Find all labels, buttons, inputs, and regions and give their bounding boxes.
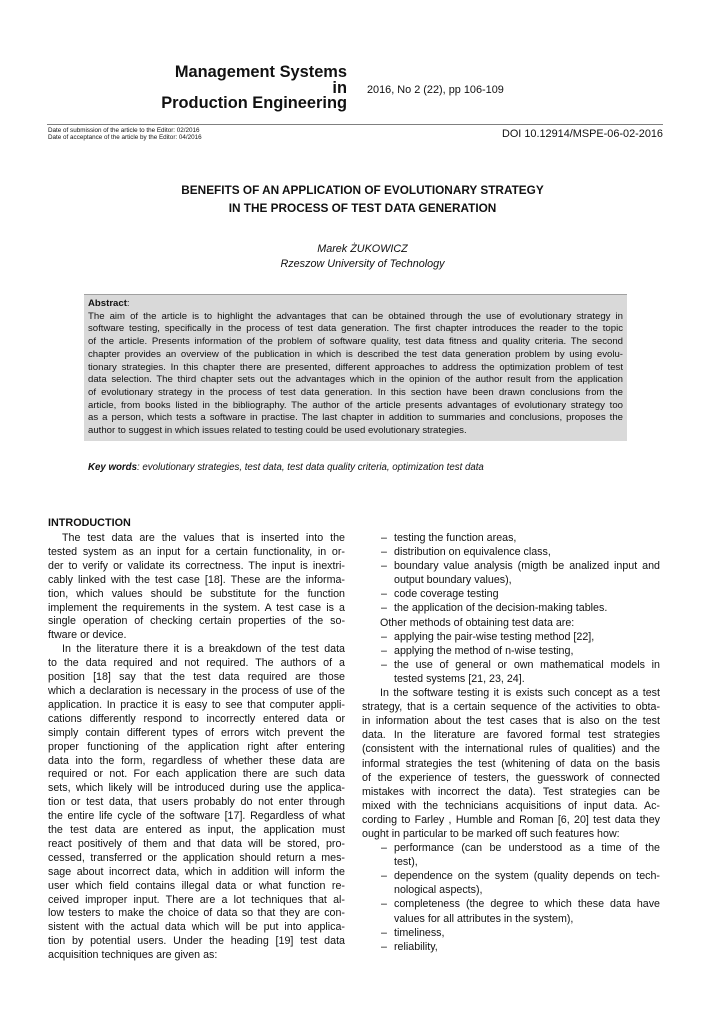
paragraph-line: proper functioning of the application right after entering [48, 740, 345, 753]
list-item [362, 940, 660, 954]
right-column [362, 531, 660, 954]
title-line: BENEFITS OF AN APPLICATION OF EVOLUTIONARY STRATEGY [181, 183, 544, 197]
paragraph-line: single operation of checking certain properties of the so- [48, 615, 345, 628]
keywords-text: evolutionary strategies, test data, test data quality criteria, optimization test data [142, 462, 484, 473]
header-divider [47, 124, 663, 125]
list-item [362, 587, 660, 601]
author-block [0, 242, 725, 272]
list-item [362, 630, 660, 644]
list-item-line: dependence on the system (quality depends on tech- [394, 870, 660, 883]
abstract-line: software testing, specifically in the process of test data generation. The first chapter introduces the reader to the topic [88, 323, 623, 335]
abstract-line: of evolutionary strategy in the process of test data generation. In this section have been drawn conclusions from the [88, 386, 623, 398]
doi: DOI 10.12914/MSPE-06-02-2016 [501, 128, 663, 140]
abstract-text [88, 311, 623, 438]
paragraph-line: sets, which likely will be introduced during use the applica- [48, 782, 345, 795]
list-item-line: code coverage testing [394, 588, 499, 601]
list-item-line: tested systems [21, 23, 24]. [394, 672, 525, 685]
paragraph-line: mixed with the technicians acquisitions of input data. Ac- [362, 799, 660, 812]
paragraph-line: the test data are entered as input, the application must [48, 824, 345, 837]
list-item [362, 869, 660, 897]
list-marker: – [381, 940, 387, 953]
paragraph-line: The test data are the values that is inserted into the [62, 532, 345, 544]
bulleted-list [362, 630, 660, 686]
paragraph-line: the entire life cycle of the software [17]. Regardless of what [48, 810, 345, 823]
paragraph-line: low testers to make the choice of data so that they are con- [48, 907, 345, 920]
paragraph-line: (consistent with the international rules of qualities) and the [362, 743, 660, 756]
journal-name-line: Production Engineering [161, 94, 347, 113]
list-marker: – [381, 630, 387, 643]
paragraph-line: which a declaration is necessary in the process of use of the [48, 684, 345, 697]
abstract-line: tionary strategies. In this chapter there are presented, different approaches to address the optimization problem of test [88, 361, 623, 373]
paragraph [362, 616, 660, 630]
list-marker: – [381, 842, 387, 855]
list-item-line: values for all attributes in the system), [394, 912, 574, 925]
paragraph-line: tested system as an input for a certain functionality, in or- [48, 545, 345, 558]
list-item-line: completeness (the degree to which these data have [394, 898, 660, 911]
abstract-line: data selection. The third chapter sets out the advantages which in the opinion of the author result from the application [88, 374, 623, 386]
paragraph-line: in information about the test cases that is also on the test [362, 715, 660, 728]
paragraph-line: tion by potential users. Under the heading [19] test data [48, 935, 345, 948]
list-marker: – [381, 926, 387, 939]
abstract-line: article, from books listed in the bibliography. The author of the article presents advantages of evolutionary strategy too [88, 399, 623, 411]
paragraph-line: implement the requirements in the system. A test case is a [48, 601, 345, 614]
paragraph-line: cording to Farley , Humble and Roman [6, 20] test data they [362, 813, 660, 826]
article-title [0, 181, 725, 217]
abstract-heading [88, 298, 623, 311]
keywords-separator: : [137, 462, 140, 473]
paragraph [48, 643, 345, 963]
editorial-dates [48, 127, 202, 143]
submission-date: Date of submission of the article to the Editor: 02/2016 [48, 126, 200, 134]
paragraph-line: user which field contains illegal data or what function re- [48, 879, 345, 892]
paragraph [362, 686, 660, 841]
abstract-line: of the article. Presents information of the problem of software quality, test data fitness and quality criteria. The second [88, 336, 623, 348]
list-marker: – [381, 532, 387, 544]
paragraph-line: Other methods of obtaining test data are: [380, 616, 575, 629]
list-marker: – [381, 644, 387, 657]
list-item-line: testing the function areas, [394, 532, 517, 544]
abstract-line: chapter provides an overview of the publication in which is described the test data generation problem by using evolu- [88, 348, 623, 360]
paragraph-line: mistakes with incorrect the data). Test strategies can be [362, 785, 660, 798]
paragraph-line: ftware or device. [48, 629, 127, 642]
list-item-line: distribution on equivalence class, [394, 546, 551, 559]
list-item-line: reliability, [394, 940, 438, 953]
paragraph-line: tion or test data, that users probably do not enter through [48, 796, 345, 809]
paragraph-line: sage about incorrect data, which in addition will inform the [48, 865, 345, 878]
paragraph-line: required or not. For each application there are such data [48, 768, 345, 781]
paragraph-line: data. In the literature are favored formal test strategies [362, 729, 660, 742]
paragraph-line: simply contain different types of errors witch prevent the [48, 726, 345, 739]
paragraph-line: data into the form, regardless of whether these data are [48, 754, 345, 767]
paragraph [48, 532, 345, 643]
list-item-line: performance (can be understood as a time of the [394, 842, 660, 855]
abstract-separator: : [126, 298, 130, 309]
list-item-line: applying the pair-wise testing method [22], [394, 630, 595, 643]
abstract-line: The aim of the article is to highlight the advantages that can be obtained through the use of evolutionary strategy in [88, 310, 623, 322]
list-item [362, 559, 660, 587]
keywords-label: Key words [88, 462, 137, 473]
list-item-line: the use of general or own mathematical models in [394, 658, 660, 671]
journal-name-line: Management Systems [174, 63, 347, 81]
issue-info: 2016, No 2 (22), pp 106-109 [367, 84, 504, 96]
list-marker: – [381, 546, 387, 559]
list-item-line: nological aspects), [394, 884, 483, 897]
list-item-line: boundary value analysis (migth be analized input and [394, 560, 660, 573]
paragraph-line: ought in particular to be marked off such features how: [362, 827, 620, 840]
list-item [362, 601, 660, 615]
paragraph-line: of the experience of testers, the guesswork of connected [362, 771, 660, 784]
paragraph-line: ceived improper input. There are a lot techniques that al- [48, 893, 345, 906]
list-marker: – [381, 602, 387, 615]
paragraph-line: cations differently respond to incorrectly entered data or [48, 712, 345, 725]
list-marker: – [381, 658, 387, 671]
author-name: Marek ŻUKOWICZ [317, 242, 408, 255]
abstract-box [84, 294, 627, 441]
list-item [362, 841, 660, 869]
list-marker: – [381, 870, 387, 883]
section-heading: INTRODUCTION [48, 517, 131, 529]
list-item [362, 545, 660, 559]
list-item [362, 926, 660, 940]
paragraph-line: react positively of them and that data will be stored, pro- [48, 837, 345, 850]
list-item-line: output boundary values), [394, 574, 512, 587]
abstract-label: Abstract [88, 298, 127, 309]
acceptance-date: Date of acceptance of the article by the Editor: 04/2016 [48, 134, 202, 142]
bulleted-list [362, 531, 660, 616]
paragraph-line: sistent with the actual data which will be put into applica- [48, 921, 345, 934]
author-affiliation: Rzeszow University of Technology [280, 257, 445, 270]
list-item-line: the application of the decision-making tables. [394, 602, 608, 615]
paragraph-line: application. In practice it is easy to see that computer appli- [48, 698, 345, 711]
paragraph-line: der to verify or validate its correctness. The input is inextri- [48, 559, 345, 572]
paragraph-line: cessed, transferred or the application should return a mes- [48, 851, 345, 864]
list-item [362, 658, 660, 686]
paragraph-line: In the literature there it is a breakdown of the test data [62, 643, 345, 656]
journal-name [161, 65, 347, 112]
list-marker: – [381, 898, 387, 911]
list-item-line: test), [394, 856, 418, 869]
list-marker: – [381, 560, 387, 573]
list-marker: – [381, 588, 387, 601]
paragraph-line: tion, which values should be substitute for the function [48, 587, 345, 600]
abstract-line: as a person, which tests a software in practise. The last chapter in addition to summaries and conclusions, proposes the [88, 412, 623, 424]
paragraph-line: cably linked with the test case [18]. These are the informa- [48, 573, 345, 586]
list-item [362, 531, 660, 545]
keywords [88, 462, 484, 474]
paragraph-line: strategy, that is a certain sequence of the activities to obta- [362, 701, 660, 714]
list-item [362, 644, 660, 658]
left-column [48, 532, 345, 963]
list-item-line: applying the method of n-wise testing, [394, 644, 574, 657]
paragraph-line: acquisition techniques are given as: [48, 949, 218, 962]
paragraph-line: position [18] say that the test data required are those [48, 671, 345, 684]
list-item [362, 897, 660, 925]
bulleted-list [362, 841, 660, 954]
journal-name-line: in [332, 78, 347, 97]
list-item-line: timeliness, [394, 926, 445, 939]
paragraph-line: to the data required and not required. The authors of a [48, 657, 345, 670]
abstract-line: author to suggest in which issues related to testing could be used evolutionary strategies. [88, 425, 467, 437]
title-line: IN THE PROCESS OF TEST DATA GENERATION [228, 201, 497, 215]
paragraph-line: informal strategies the test (whitening of data on the basis [362, 757, 660, 770]
paragraph-line: In the software testing it is exists such concept as a test [380, 687, 660, 700]
